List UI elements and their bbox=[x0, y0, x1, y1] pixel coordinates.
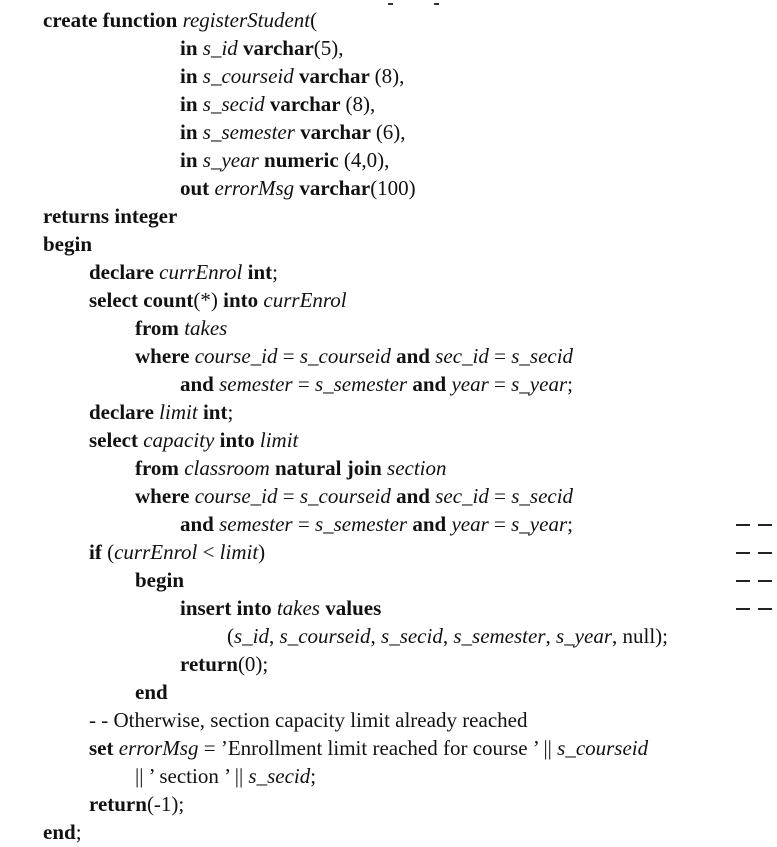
keyword-token: into bbox=[219, 428, 260, 452]
code-line bbox=[89, 734, 648, 762]
identifier-token: s_secid bbox=[381, 624, 443, 648]
text-token: (100) bbox=[370, 176, 416, 200]
keyword-token: begin bbox=[135, 568, 185, 592]
code-line bbox=[89, 790, 184, 818]
code-line bbox=[180, 174, 416, 202]
keyword-token: in bbox=[180, 92, 203, 116]
code-line bbox=[89, 258, 278, 286]
keyword-token: varchar bbox=[300, 120, 376, 144]
identifier-token: s_courseid bbox=[557, 736, 649, 760]
code-line bbox=[180, 34, 344, 62]
identifier-token: s_secid bbox=[248, 764, 311, 788]
keyword-token: into bbox=[223, 288, 264, 312]
text-token: (8), bbox=[374, 64, 405, 88]
identifier-token: classroom bbox=[184, 456, 275, 480]
text-token: , null); bbox=[612, 624, 668, 648]
identifier-token: currEnrol bbox=[114, 540, 198, 564]
keyword-token: and bbox=[412, 512, 452, 536]
margin-dash bbox=[736, 524, 774, 526]
identifier-token: s_secid bbox=[202, 92, 270, 116]
text-token: || ’ section ’ || bbox=[135, 764, 249, 788]
keyword-token: select count bbox=[89, 288, 194, 312]
code-line bbox=[180, 594, 381, 622]
identifier-token: s_courseid bbox=[202, 64, 300, 88]
keyword-token: select bbox=[89, 428, 144, 452]
code-line bbox=[180, 370, 573, 398]
text-token: ( bbox=[310, 8, 318, 32]
text-token: = bbox=[277, 484, 300, 508]
keyword-token: end bbox=[135, 680, 168, 704]
text-token: ; bbox=[567, 512, 573, 536]
identifier-token: limit bbox=[159, 400, 203, 424]
identifier-token: takes bbox=[184, 316, 228, 340]
keyword-token: natural join bbox=[275, 456, 388, 480]
identifier-token: s_semester bbox=[314, 372, 413, 396]
keyword-token: return bbox=[89, 792, 147, 816]
text-token: = bbox=[488, 484, 512, 508]
identifier-token: s_courseid bbox=[299, 484, 397, 508]
code-line bbox=[135, 454, 447, 482]
identifier-token: sec_id bbox=[435, 344, 489, 368]
code-line bbox=[89, 426, 298, 454]
text-token: = bbox=[488, 372, 512, 396]
identifier-token: course_id bbox=[194, 344, 278, 368]
text-token: ) bbox=[258, 540, 266, 564]
identifier-token: s_courseid bbox=[299, 344, 397, 368]
keyword-token: set bbox=[89, 736, 119, 760]
keyword-token: create function bbox=[43, 8, 183, 32]
keyword-token: varchar bbox=[269, 92, 346, 116]
identifier-token: s_year bbox=[556, 624, 612, 648]
code-line bbox=[89, 398, 233, 426]
identifier-token: s_id bbox=[234, 624, 270, 648]
text-token: (-1); bbox=[146, 792, 185, 816]
text-token: = bbox=[292, 372, 315, 396]
code-line bbox=[89, 706, 527, 734]
identifier-token: s_courseid bbox=[279, 624, 371, 648]
identifier-token: currEnrol bbox=[263, 288, 347, 312]
text-token: , bbox=[370, 624, 382, 648]
code-line bbox=[180, 118, 406, 146]
identifier-token: semester bbox=[219, 372, 293, 396]
keyword-token: values bbox=[325, 596, 382, 620]
keyword-token: numeric bbox=[264, 148, 344, 172]
keyword-token: where bbox=[135, 344, 195, 368]
identifier-token: limit bbox=[259, 428, 299, 452]
keyword-token: and bbox=[396, 484, 436, 508]
identifier-token: s_semester bbox=[453, 624, 546, 648]
identifier-token: year bbox=[451, 512, 489, 536]
identifier-token: takes bbox=[276, 596, 326, 620]
keyword-token: in bbox=[180, 64, 203, 88]
keyword-token: where bbox=[135, 484, 195, 508]
margin-dash bbox=[736, 552, 774, 554]
identifier-token: section bbox=[387, 456, 447, 480]
identifier-token: s_secid bbox=[511, 484, 574, 508]
text-token: ( bbox=[227, 624, 234, 648]
code-line bbox=[180, 62, 404, 90]
code-line bbox=[227, 622, 668, 650]
text-token: ( bbox=[107, 540, 115, 564]
text-token: = bbox=[277, 344, 300, 368]
text-token: ; bbox=[75, 820, 82, 844]
edge-mark bbox=[388, 3, 393, 5]
identifier-token: currEnrol bbox=[159, 260, 248, 284]
keyword-token: and bbox=[412, 372, 452, 396]
identifier-token: semester bbox=[219, 512, 293, 536]
keyword-token: in bbox=[180, 148, 203, 172]
identifier-token: s_semester bbox=[314, 512, 413, 536]
keyword-token: varchar bbox=[299, 64, 375, 88]
keyword-token: and bbox=[180, 512, 220, 536]
text-token: - - Otherwise, section capacity limit already reached bbox=[89, 708, 528, 732]
text-token: (0); bbox=[237, 652, 269, 676]
top-edge-marks bbox=[388, 0, 448, 8]
identifier-token: registerStudent bbox=[182, 8, 311, 32]
keyword-token: out bbox=[180, 176, 215, 200]
text-token: ; bbox=[272, 260, 279, 284]
text-token: ; bbox=[227, 400, 234, 424]
identifier-token: s_semester bbox=[202, 120, 301, 144]
text-token: , bbox=[545, 624, 556, 648]
identifier-token: errorMsg bbox=[214, 176, 300, 200]
text-token: (*) bbox=[193, 288, 224, 312]
keyword-token: if bbox=[89, 540, 108, 564]
identifier-token: s_year bbox=[511, 512, 568, 536]
text-token: ; bbox=[567, 372, 573, 396]
keyword-token: end bbox=[43, 820, 76, 844]
code-line bbox=[135, 314, 227, 342]
right-margin-dashes bbox=[736, 518, 776, 638]
keyword-token: from bbox=[135, 456, 185, 480]
keyword-token: declare bbox=[89, 260, 160, 284]
keyword-token: in bbox=[180, 120, 203, 144]
code-line bbox=[180, 146, 389, 174]
code-line bbox=[135, 762, 316, 790]
code-line bbox=[135, 678, 168, 706]
code-line bbox=[180, 510, 573, 538]
keyword-token: return bbox=[180, 652, 238, 676]
keyword-token: insert into bbox=[180, 596, 277, 620]
text-token: (8), bbox=[345, 92, 376, 116]
identifier-token: year bbox=[451, 372, 489, 396]
keyword-token: and bbox=[396, 344, 436, 368]
identifier-token: limit bbox=[219, 540, 259, 564]
identifier-token: sec_id bbox=[435, 484, 489, 508]
keyword-token: begin bbox=[43, 232, 93, 256]
text-token: , bbox=[442, 624, 454, 648]
keyword-token: declare bbox=[89, 400, 160, 424]
code-line bbox=[43, 202, 177, 230]
text-token: (4,0), bbox=[343, 148, 390, 172]
keyword-token: varchar bbox=[299, 176, 371, 200]
margin-dash bbox=[736, 580, 774, 582]
identifier-token: s_year bbox=[202, 148, 265, 172]
code-line bbox=[180, 650, 268, 678]
identifier-token: s_id bbox=[202, 36, 244, 60]
keyword-token: returns integer bbox=[43, 204, 178, 228]
text-token: = ’Enrollment limit reached for course ’ || bbox=[198, 736, 558, 760]
identifier-token: s_secid bbox=[511, 344, 574, 368]
code-line bbox=[43, 6, 317, 34]
code-line bbox=[135, 482, 573, 510]
keyword-token: in bbox=[180, 36, 203, 60]
text-token: < bbox=[197, 540, 220, 564]
margin-dash bbox=[736, 608, 774, 610]
text-token: , bbox=[269, 624, 280, 648]
identifier-token: s_year bbox=[511, 372, 568, 396]
identifier-token: errorMsg bbox=[118, 736, 199, 760]
keyword-token: int bbox=[202, 400, 228, 424]
text-token: = bbox=[292, 512, 315, 536]
code-line bbox=[135, 342, 573, 370]
identifier-token: course_id bbox=[194, 484, 278, 508]
code-line bbox=[135, 566, 184, 594]
keyword-token: int bbox=[247, 260, 273, 284]
code-line bbox=[180, 90, 375, 118]
text-token: = bbox=[488, 512, 512, 536]
code-line bbox=[89, 538, 265, 566]
text-token: (5), bbox=[313, 36, 344, 60]
code-line bbox=[89, 286, 347, 314]
identifier-token: capacity bbox=[143, 428, 220, 452]
keyword-token: varchar bbox=[243, 36, 314, 60]
text-token: (6), bbox=[375, 120, 406, 144]
code-line bbox=[43, 818, 82, 846]
keyword-token: from bbox=[135, 316, 185, 340]
edge-mark bbox=[434, 3, 439, 5]
text-token: = bbox=[488, 344, 512, 368]
code-line bbox=[43, 230, 92, 258]
keyword-token: and bbox=[180, 372, 220, 396]
text-token: ; bbox=[310, 764, 317, 788]
